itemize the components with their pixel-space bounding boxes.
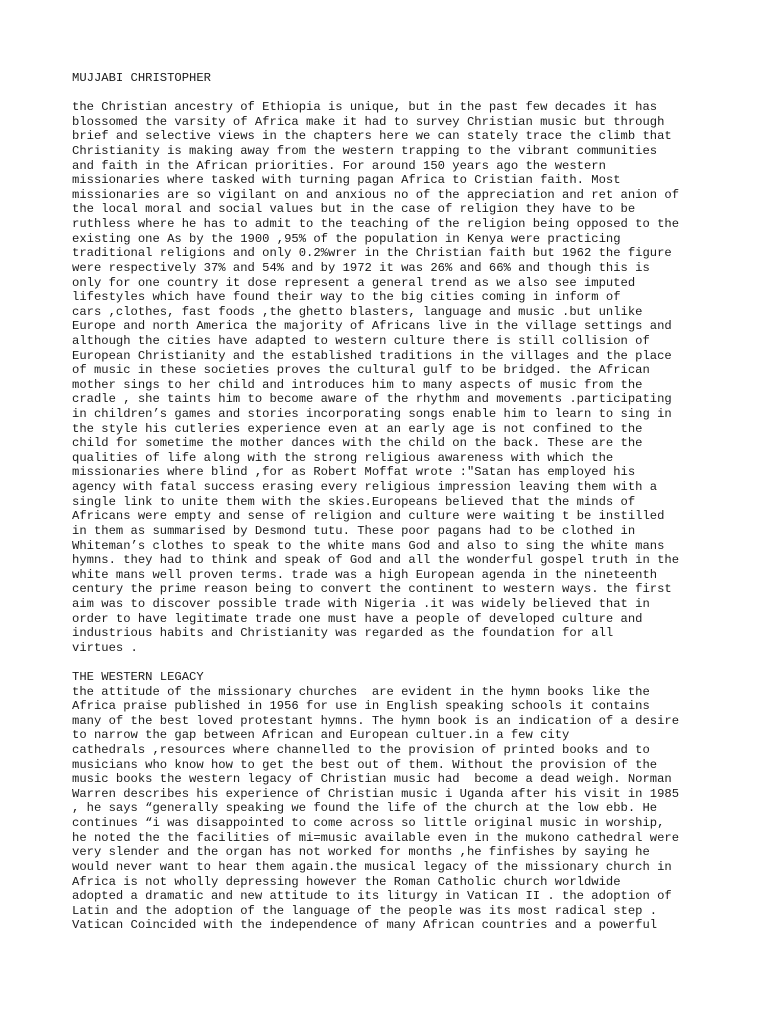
text-line: industrious habits and Christianity was regarded as the foundation for all — [72, 626, 614, 641]
text-line: very slender and the organ has not worked for months ,he finfishes by saying he — [72, 845, 650, 860]
text-line: only for one country it dose represent a general trend as we also see imputed — [72, 275, 636, 290]
text-line: adopted a dramatic and new attitude to its liturgy in Vatican II . the adoption of — [72, 889, 672, 904]
text-line: continues “i was disappointed to come across so little original music in worship, — [72, 816, 665, 831]
text-line: Europe and north America the majority of Africans live in the village settings and — [72, 319, 672, 334]
text-line: he noted the the facilities of mi=music available even in the mukono cathedral were — [72, 830, 680, 845]
text-line: century the prime reason being to convert the continent to western ways. the first — [72, 582, 672, 597]
section-heading: THE WESTERN LEGACY — [72, 669, 204, 684]
text-line: ruthless where he has to admit to the teaching of the religion being opposed to the — [72, 217, 680, 232]
document-page — [72, 71, 712, 933]
text-line: although the cities have adapted to western culture there is still collision of — [72, 333, 650, 348]
text-line: , he says “generally speaking we found the life of the church at the low ebb. He — [72, 801, 658, 816]
text-line: lifestyles which have found their way to the big cities coming in inform of — [72, 290, 621, 305]
text-line: single link to unite them with the skies.Europeans believed that the minds of — [72, 494, 636, 509]
text-line: white mans well proven terms. trade was a high European agenda in the nineteenth — [72, 567, 658, 582]
text-line: missionaries where blind ,for as Robert Moffat wrote :"Satan has employed his — [72, 465, 636, 480]
text-line: the Christian ancestry of Ethiopia is unique, but in the past few decades it has — [72, 100, 658, 115]
text-line: would never want to hear them again.the musical legacy of the missionary church in — [72, 859, 672, 874]
text-line: Christianity is making away from the western trapping to the vibrant communities — [72, 144, 658, 159]
text-line: the local moral and social values but in the case of religion they have to be — [72, 202, 636, 217]
text-line: in them as summarised by Desmond tutu. These poor pagans had to be clothed in — [72, 523, 636, 538]
text-line: Vatican Coincided with the independence of many African countries and a powerful — [72, 918, 658, 933]
text-line: Africa is not wholly depressing however the Roman Catholic church worldwide — [72, 874, 621, 889]
text-line: of music in these societies proves the cultural gulf to be bridged. the African — [72, 363, 650, 378]
body-paragraph-1 — [72, 100, 712, 655]
body-paragraph-2 — [72, 685, 712, 933]
text-line: blossomed the varsity of Africa make it had to survey Christian music but through — [72, 114, 665, 129]
text-line: the attitude of the missionary churches are evident in the hymn books like the — [72, 684, 650, 699]
text-line: music books the western legacy of Christian music had become a dead weigh. Norman — [72, 772, 672, 787]
text-line: Latin and the adoption of the language of the people was its most radical step . — [72, 903, 658, 918]
paragraph-spacer — [72, 86, 712, 101]
text-line: cradle , she taints him to become aware of the rhythm and movements .participating — [72, 392, 672, 407]
author-name: MUJJABI CHRISTOPHER — [72, 71, 211, 85]
text-line: hymns. they had to think and speak of God and all the wonderful gospel truth in the — [72, 553, 680, 568]
text-line: cathedrals ,resources where channelled to the provision of printed books and to — [72, 743, 650, 758]
text-line: many of the best loved protestant hymns. The hymn book is an indication of a desire — [72, 713, 680, 728]
text-line: agency with fatal success erasing every religious impression leaving them with a — [72, 480, 658, 495]
text-line: missionaries are so vigilant on and anxious no of the appreciation and ret anion of — [72, 187, 680, 202]
text-line: existing one As by the 1900 ,95% of the population in Kenya were practicing — [72, 231, 621, 246]
text-line: order to have legitimate trade one must have a people of developed culture and — [72, 611, 643, 626]
text-line: the style his cutleries experience even at an early age is not confined to the — [72, 421, 643, 436]
text-line: qualities of life along with the strong religious awareness with which the — [72, 450, 614, 465]
text-line: were respectively 37% and 54% and by 1972 it was 26% and 66% and though this is — [72, 260, 650, 275]
text-line: European Christianity and the established traditions in the villages and the place — [72, 348, 672, 363]
text-line: and faith in the African priorities. For around 150 years ago the western — [72, 158, 606, 173]
text-line: missionaries where tasked with turning pagan Africa to Cristian faith. Most — [72, 173, 621, 188]
text-line: Africans were empty and sense of religion and culture were waiting t be instilled — [72, 509, 665, 524]
text-line: traditional religions and only 0.2%wrer in the Christian faith but 1962 the figure — [72, 246, 672, 261]
text-line: Africa praise published in 1956 for use in English speaking schools it contains — [72, 699, 650, 714]
text-line: cars ,clothes, fast foods ,the ghetto blasters, language and music .but unlike — [72, 304, 643, 319]
paragraph-spacer — [72, 655, 712, 670]
text-line: child for sometime the mother dances with the child on the back. These are the — [72, 436, 643, 451]
text-line: mother sings to her child and introduces him to many aspects of music from the — [72, 377, 643, 392]
text-line: virtues . — [72, 640, 138, 655]
text-line: Warren describes his experience of Christian music i Uganda after his visit in 1985 — [72, 786, 680, 801]
text-line: musicians who know how to get the best out of them. Without the provision of the — [72, 757, 658, 772]
text-line: in children’s games and stories incorporating songs enable him to learn to sing in — [72, 407, 672, 422]
text-line: brief and selective views in the chapters here we can stately trace the climb that — [72, 129, 672, 144]
text-line: Whiteman’s clothes to speak to the white mans God and also to sing the white mans — [72, 538, 665, 553]
text-line: to narrow the gap between African and European cultuer.in a few city — [72, 728, 570, 743]
text-line: aim was to discover possible trade with Nigeria .it was widely believed that in — [72, 596, 650, 611]
